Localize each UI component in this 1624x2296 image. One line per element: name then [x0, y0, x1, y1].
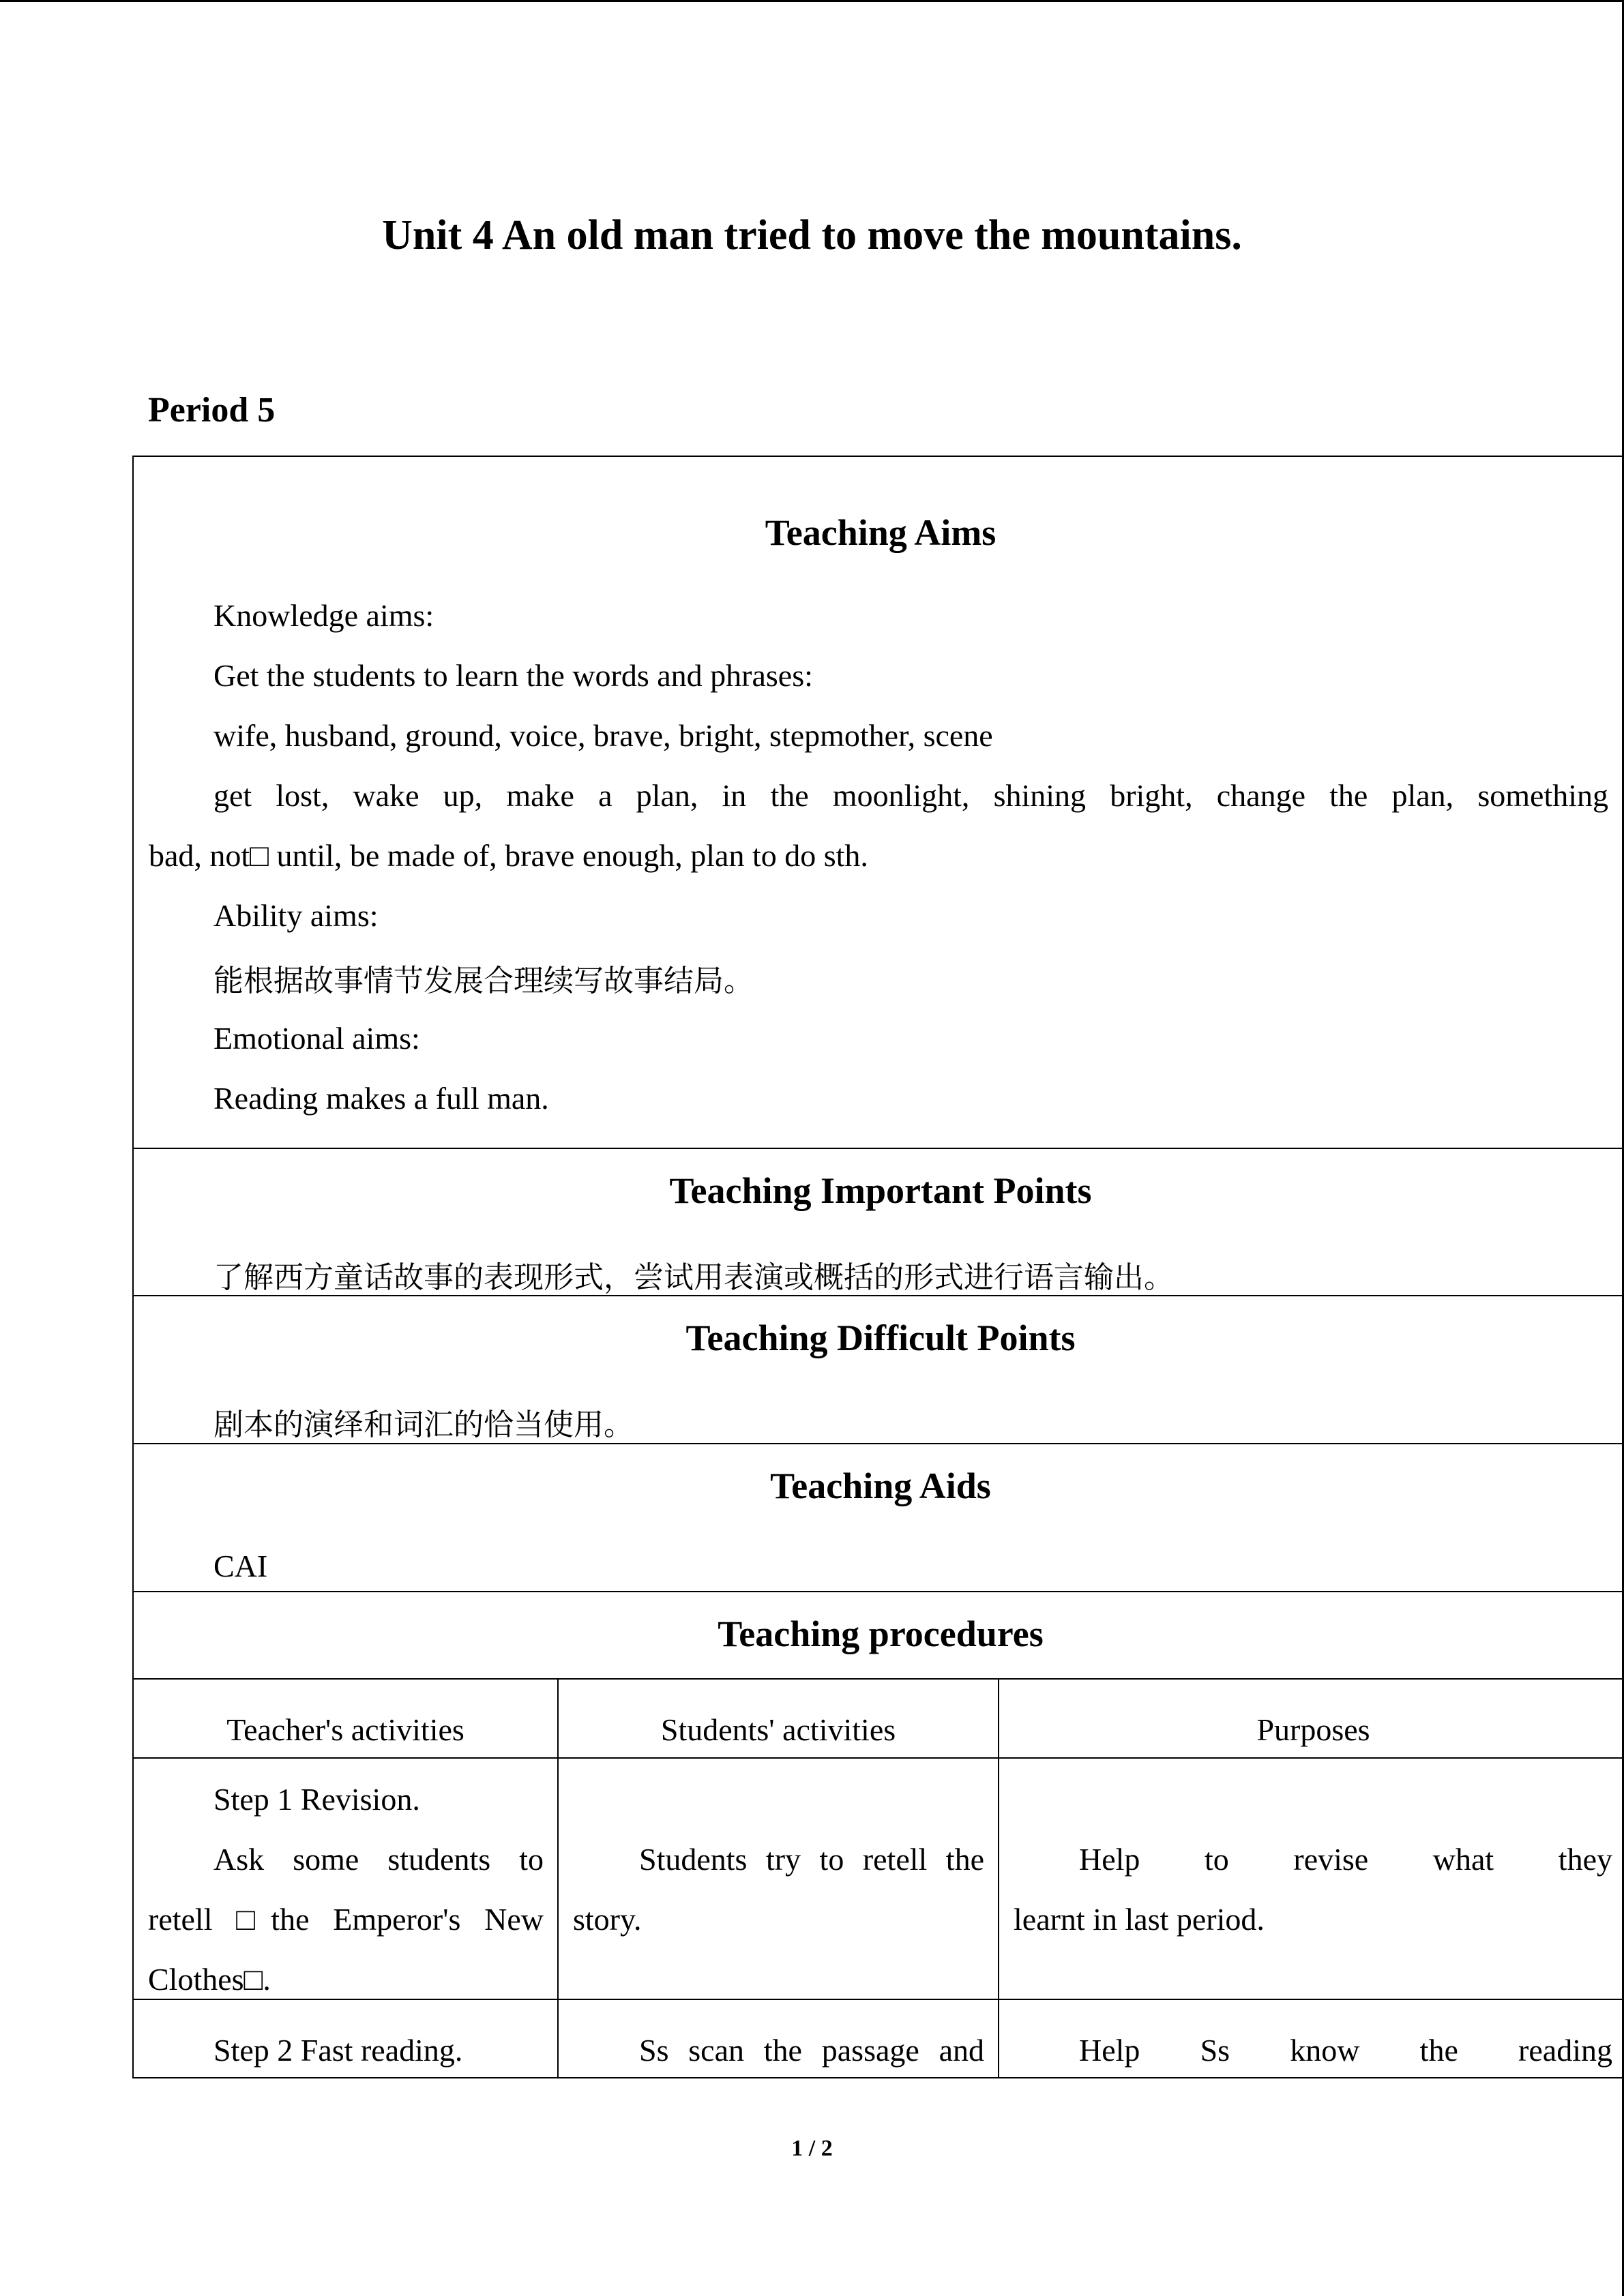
teacher-step-1: Step 1 Revision. [213, 1782, 420, 1817]
teacher-activity-line: retell □the Emperor's New [148, 1902, 544, 1937]
period-label: Period 5 [148, 391, 276, 430]
words-list: wife, husband, ground, voice, brave, bright, stepmother, scene [213, 718, 993, 753]
teaching-aims-section [132, 456, 1624, 1149]
student-activity-line: Ss scan the passage and [639, 2033, 984, 2068]
teacher-activity-line: Ask some students to [213, 1842, 544, 1877]
teaching-aids-text: CAI [213, 1549, 268, 1583]
phrases-line-2: bad, not□ until, be made of, brave enough, plan to do sth. [149, 838, 868, 873]
important-points-section [132, 1149, 1624, 1296]
difficult-points-text: 剧本的演绎和词汇的恰当使用。 [213, 1407, 634, 1442]
procedures-heading: Teaching procedures [718, 1613, 1044, 1654]
important-points-heading: Teaching Important Points [669, 1170, 1092, 1211]
emotional-aims-text: Reading makes a full man. [213, 1081, 549, 1116]
teacher-activity-line: Clothes□. [148, 1962, 271, 1997]
purpose-line: Help Ss know the reading [1079, 2033, 1612, 2068]
student-activity-line: Students try to retell the [639, 1842, 984, 1877]
header-row-divider [132, 1757, 1624, 1759]
document-title: Unit 4 An old man tried to move the mountains. [382, 212, 1242, 258]
difficult-points-heading: Teaching Difficult Points [685, 1317, 1076, 1358]
row-divider [132, 1999, 1624, 2000]
ability-aims-label: Ability aims: [213, 898, 379, 933]
ability-aims-text: 能根据故事情节发展合理续写故事结局。 [213, 964, 754, 998]
knowledge-aims-label: Knowledge aims: [213, 598, 434, 633]
get-students-text: Get the students to learn the words and phrases: [213, 658, 813, 693]
teaching-aids-section [132, 1444, 1624, 1592]
difficult-points-section [132, 1296, 1624, 1444]
emotional-aims-label: Emotional aims: [213, 1021, 420, 1056]
page-number: 1 / 2 [791, 2136, 833, 2161]
column-header-teacher: Teacher's activities [226, 1712, 464, 1747]
teacher-step-2: Step 2 Fast reading. [213, 2033, 463, 2068]
phrases-line-1: get lost, wake up, make a plan, in the moonlight, shining bright, change the plan, something [213, 778, 1608, 813]
column-header-students: Students' activities [660, 1712, 896, 1747]
procedures-header-section [132, 1592, 1624, 1679]
teaching-aids-heading: Teaching Aids [770, 1465, 991, 1506]
important-points-text: 了解西方童话故事的表现形式，尝试用表演或概括的形式进行语言输出。 [213, 1260, 1174, 1295]
page-top-border [0, 0, 1624, 2]
column-header-purposes: Purposes [1256, 1712, 1370, 1747]
teaching-aims-heading: Teaching Aims [765, 512, 996, 553]
purpose-line: learnt in last period. [1014, 1902, 1265, 1937]
student-activity-line: story. [573, 1902, 642, 1937]
purpose-line: Help to revise what they [1079, 1842, 1612, 1877]
